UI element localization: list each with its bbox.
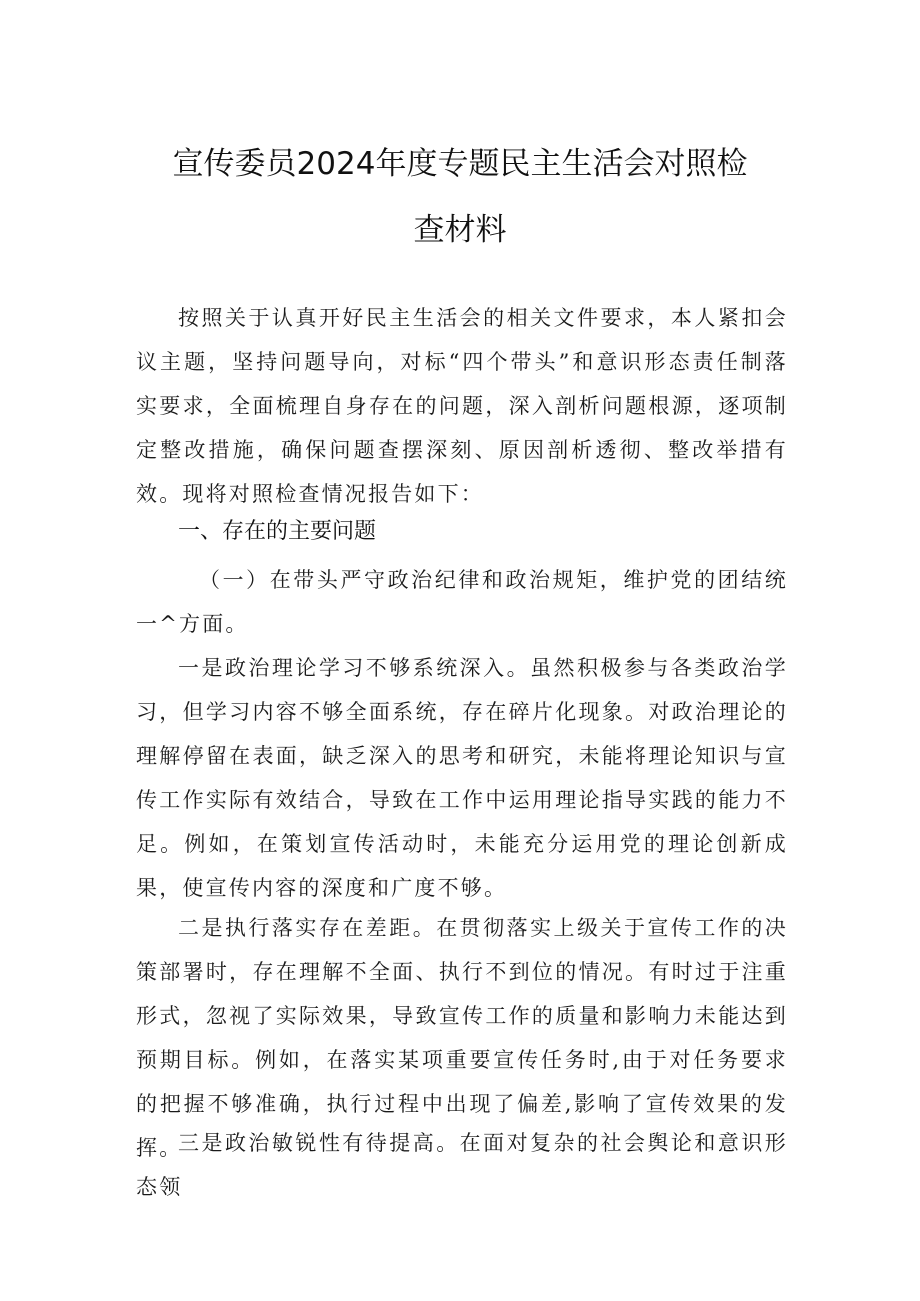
section-heading-problems: 一、存在的主要问题 bbox=[178, 519, 377, 544]
paragraph-item-1: 一是政治理论学习不够系统深入。虽然积极参与各类政治学习，但学习内容不够全面系统，存在碎片化现象。对政治理论的理解停留在表面，缺乏深入的思考和研究，未能将理论知识与宣传工作实际有效结合，导致在工作中运用理论指导实践的能力不足。例如，在策划宣传活动时，未能充分运用党的理论创新成果，使宣传内容的深度和广度不够。 bbox=[136, 656, 788, 900]
intro-paragraph: 按照关于认真开好民主生活会的相关文件要求，本人紧扣会议主题，坚持问题导向，对标“四个带头”和意识形态责任制落实要求，全面梳理自身存在的问题，深入剖析问题根源，逐项制定整改措施，确保问题查摆深刻、原因剖析透彻、整改举措有效。现将对照检查情况报告如下： bbox=[136, 306, 788, 506]
subsection-heading-political-discipline: （一）在带头严守政治纪律和政治规矩，维护党的团结统一^方面。 bbox=[136, 568, 788, 636]
document-title-line-2: 查材料 bbox=[413, 212, 507, 248]
document-title-line-1: 宣传委员2024年度专题民主生活会对照检 bbox=[172, 146, 748, 182]
paragraph-item-2: 二是执行落实存在差距。在贯彻落实上级关于宣传工作的决策部署时，存在理解不全面、执行不到位的情况。有时过于注重形式，忽视了实际效果，导致宣传工作的质量和影响力未能达到预期目标。例如，在落实某项重要宣传任务时,由于对任务要求的把握不够准确，执行过程中出现了偏差,影响了宣传效果的发挥。 bbox=[136, 916, 788, 1160]
paragraph-item-3: 三是政治敏锐性有待提高。在面对复杂的社会舆论和意识形态领 bbox=[136, 1131, 788, 1199]
